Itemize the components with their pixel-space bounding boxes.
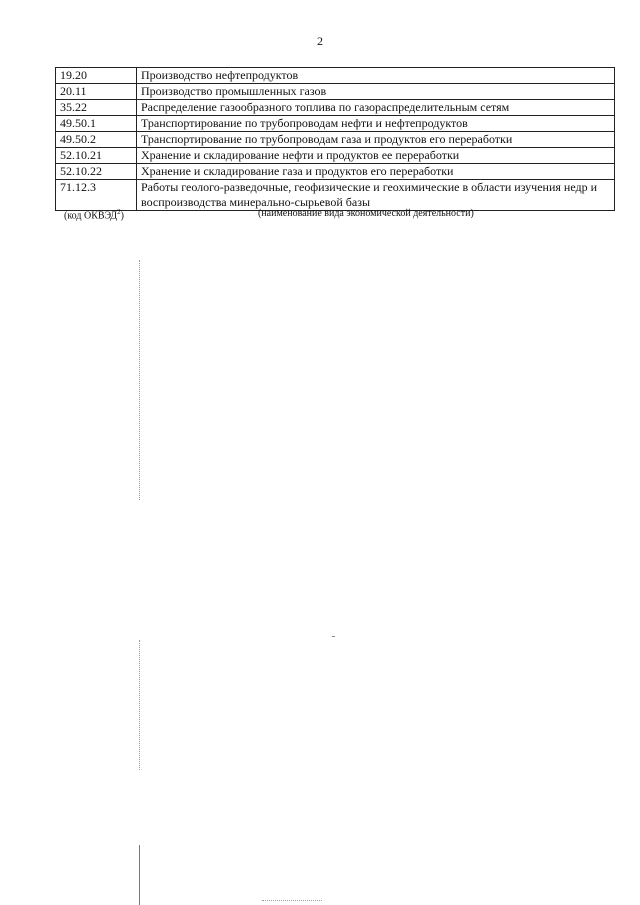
okved-code: 71.12.3: [56, 180, 137, 211]
activity-name: Транспортирование по трубопроводам нефти и нефтепродуктов: [137, 116, 615, 132]
activity-name: Транспортирование по трубопроводам газа и продуктов его переработки: [137, 132, 615, 148]
okved-code: 52.10.22: [56, 164, 137, 180]
scan-artifact: [332, 636, 335, 637]
table-row: [56, 84, 615, 100]
table-row: [56, 116, 615, 132]
table-row: [56, 164, 615, 180]
okved-code-caption: [64, 208, 124, 221]
code-caption-close: ): [120, 210, 124, 222]
okved-code: 52.10.21: [56, 148, 137, 164]
okved-code: 20.11: [56, 84, 137, 100]
activity-name: Производство промышленных газов: [137, 84, 615, 100]
okved-table: [55, 67, 615, 211]
page-number: 2: [317, 34, 323, 48]
okved-code: 19.20: [56, 68, 137, 84]
activity-name: Производство нефтепродуктов: [137, 68, 615, 84]
table-row: [56, 100, 615, 116]
activity-name: Хранение и складирование газа и продуктов его переработки: [137, 164, 615, 180]
okved-code: 35.22: [56, 100, 137, 116]
footnote-marker: 2: [117, 208, 121, 216]
scan-artifact: [139, 845, 140, 905]
activity-name-caption: (наименование вида экономической деятельности): [258, 208, 474, 219]
table-row: [56, 132, 615, 148]
okved-code: 49.50.1: [56, 116, 137, 132]
scan-artifact: [262, 900, 322, 902]
table-row: [56, 68, 615, 84]
activity-name: Хранение и складирование нефти и продуктов ее переработки: [137, 148, 615, 164]
scan-artifact: [139, 640, 140, 770]
table-row: [56, 148, 615, 164]
activity-name: Работы геолого-разведочные, геофизические и геохимические в области изучения недр и воспроизводства минерально-сырьевой базы: [137, 180, 615, 211]
okved-code: 49.50.2: [56, 132, 137, 148]
activity-name: Распределение газообразного топлива по газораспределительным сетям: [137, 100, 615, 116]
table-row: [56, 180, 615, 211]
code-caption-text: (код ОКВЭД: [64, 210, 118, 222]
scan-artifact: [139, 260, 140, 500]
